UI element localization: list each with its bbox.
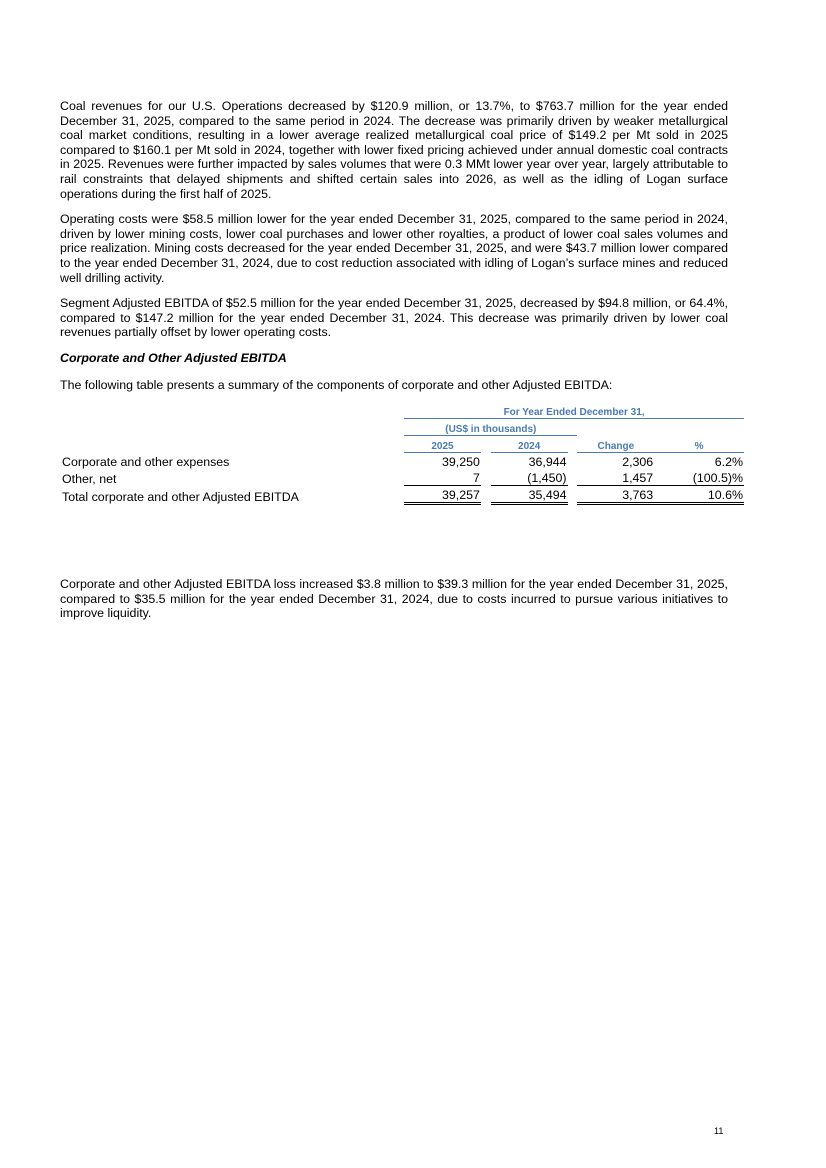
table-row [60,453,744,470]
closing-paragraph: Corporate and other Adjusted EBITDA loss increased $3.8 million to $39.3 million for the year ended December 31, 2025, compared to $35.5 million for the year ended December 31, 2024, due to costs incurred to pursue various initiatives to improve liquidity. [60,577,728,621]
table-row [60,469,744,486]
cell-percent: 10.6% [654,486,744,504]
cell-2024: (1,450) [491,469,568,486]
row-label: Corporate and other expenses [62,455,230,470]
row-label: Total corporate and other Adjusted EBITDA [62,489,299,504]
cell-2024: 36,944 [528,455,567,470]
column-header-2024: 2024 [491,436,568,453]
page-number: 11 [714,1126,724,1136]
cell-2025: 39,257 [404,486,481,504]
table-header-period: For Year Ended December 31, [404,402,744,419]
cell-2025: 7 [404,469,481,486]
cell-change: 1,457 [577,469,654,486]
cell-change: 2,306 [622,455,654,470]
document-body [60,99,743,505]
cell-2025: 39,250 [441,455,480,470]
cell-percent: (100.5)% [654,469,744,486]
cell-percent: 6.2% [714,455,743,470]
row-label: Other, net [62,471,117,486]
operating-costs-paragraph: Operating costs were $58.5 million lower for the year ended December 31, 2025, compared to the same period in 2024, driven by lower mining costs, lower coal purchases and lower other royalties, a product of lower coal sales volumes and price realization. Mining costs decreased for the year ended December 31, 2025, and were $43.7 million lower compared to the year ended December 31, 2024, due to cost reduction associated with idling of Logan’s surface mines and reduced well drilling activity. [60,212,728,285]
table-total-row [60,486,744,504]
table-intro: The following table presents a summary of the components of corporate and other Adjusted EBITDA: [60,377,613,392]
us-revenue-paragraph: Coal revenues for our U.S. Operations decreased by $120.9 million, or 13.7%, to $763.7 million for the year ended December 31, 2025, compared to the same period in 2024. The decrease was primarily driven by weaker metallurgical coal market conditions, resulting in a lower average realized metallurgical coal price of $149.2 per Mt sold in 2025 compared to $160.1 per Mt sold in 2024, together with lower fixed pricing achieved under annual domestic coal contracts in 2025. Revenues were further impacted by sales volumes that were 0.3 MMt lower year over year, largely attributable to rail constraints that delayed shipments and shifted certain sales into 2026, as well as the idling of Logan surface operations during the first half of 2025. [60,99,728,201]
column-header-percent: % [654,436,744,453]
cell-change: 3,763 [577,486,654,504]
column-header-2025: 2025 [404,436,481,453]
column-header-change: Change [577,436,654,453]
corporate-ebitda-table [60,402,744,505]
table-header-units: (US$ in thousands) [404,419,577,436]
section-heading: Corporate and Other Adjusted EBITDA [60,350,287,365]
segment-ebitda-paragraph: Segment Adjusted EBITDA of $52.5 million for the year ended December 31, 2025, decreased by $94.8 million, or 64.4%, compared to $147.2 million for the year ended December 31, 2024. This decrease was primarily driven by lower coal revenues partially offset by lower operating costs. [60,296,728,340]
cell-2024: 35,494 [491,486,568,504]
